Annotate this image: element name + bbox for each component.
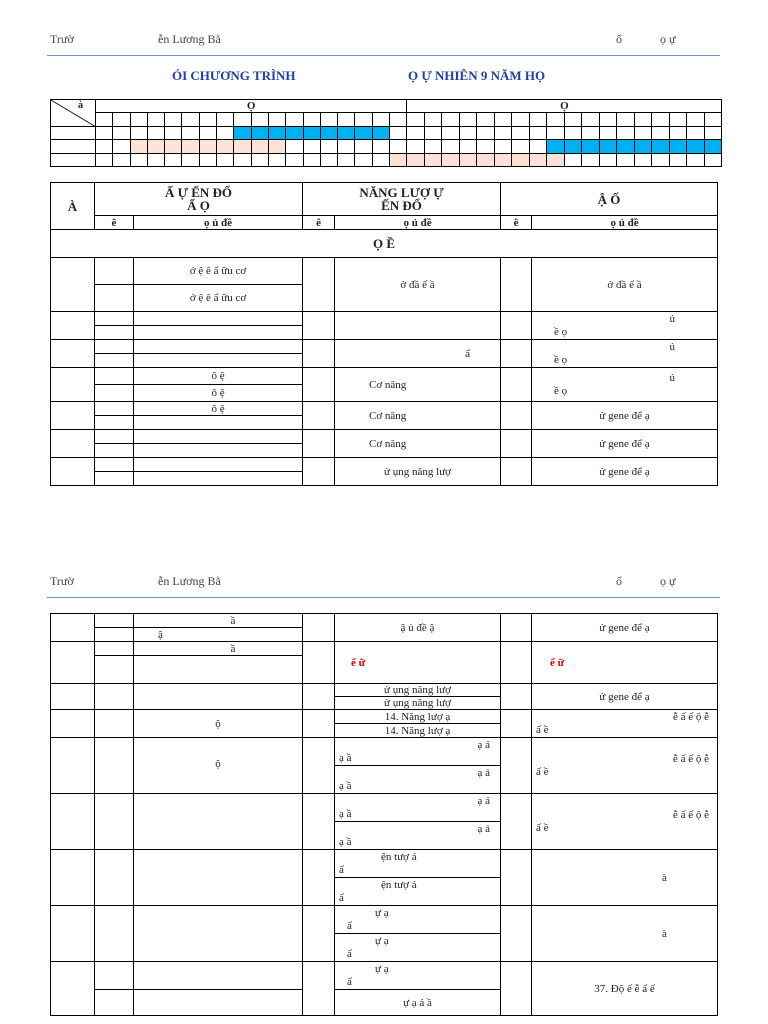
grid-cell	[217, 153, 234, 167]
grid-cell	[494, 113, 512, 127]
grid-cell	[687, 113, 705, 127]
page-header	[50, 574, 720, 594]
grid-cell	[217, 113, 234, 127]
week-header: À	[51, 183, 95, 230]
grid-cell	[617, 153, 635, 167]
table-row	[51, 258, 718, 285]
grid-cell	[547, 126, 565, 140]
grid-cell	[355, 140, 372, 154]
teacher-name: ễn Lương Bằ	[158, 32, 221, 46]
grid-cell	[652, 140, 670, 154]
bio-topic: à	[532, 850, 718, 906]
section-title: Ọ Ề	[51, 230, 718, 258]
energy-topic: ạ ả ạ ầ	[335, 822, 501, 850]
grid-cell	[251, 126, 268, 140]
grid-cell	[547, 153, 565, 167]
bio-topic: ủ ề ọ	[532, 312, 718, 340]
grid-row	[51, 126, 722, 140]
grid-cell	[234, 153, 251, 167]
grid-cell	[251, 153, 268, 167]
grid-row-label	[51, 153, 96, 167]
grid-cell	[617, 126, 635, 140]
chem-topic: ớ ệ ê ẩ ữu cơ	[134, 258, 303, 285]
table-row	[51, 430, 718, 444]
grid-cell	[113, 113, 130, 127]
grid-cell	[338, 126, 355, 140]
teacher-name: ễn Lương Bằ	[158, 574, 221, 588]
grid-header-row	[51, 100, 722, 113]
grid-cell	[477, 126, 495, 140]
energy-topic: ậ ủ đề ậ	[335, 614, 501, 642]
energy-topic: ử ụng năng lượ	[335, 697, 501, 710]
grid-cell	[199, 153, 216, 167]
bio-topic: à	[532, 906, 718, 962]
grid-cell	[390, 113, 407, 127]
table-row	[51, 458, 718, 472]
grid-cell	[390, 153, 407, 167]
grid-cell	[494, 126, 512, 140]
grid-cell	[113, 153, 130, 167]
grid-cell	[113, 140, 130, 154]
grid-cell	[669, 153, 687, 167]
grid-cell	[147, 126, 164, 140]
chem-topic: ớ ệ ê ẩ ữu cơ	[134, 285, 303, 312]
grid-cell	[459, 140, 477, 154]
header-rule	[47, 55, 720, 56]
sub-topic: ọ ủ đề	[532, 216, 718, 230]
grid-cell	[424, 140, 442, 154]
energy-topic: Cơ năng	[335, 368, 501, 402]
group-label: ổ	[616, 32, 622, 46]
grid-cell	[303, 153, 320, 167]
grid-cell	[390, 140, 407, 154]
grid-cell	[130, 126, 147, 140]
grid-cell	[687, 126, 705, 140]
grid-cell	[617, 140, 635, 154]
grid-cell	[407, 153, 425, 167]
bio-topic: ễ ấ ế ộ ễ ấ ề	[532, 710, 718, 738]
table-row	[51, 906, 718, 934]
grid-cell	[338, 113, 355, 127]
bio-topic: ử gene để ạ	[532, 402, 718, 430]
section-row	[51, 230, 718, 258]
grid-cell	[390, 126, 407, 140]
grid-cell	[582, 140, 600, 154]
grid-cell	[355, 113, 372, 127]
grid-row	[51, 113, 722, 127]
grid-cell	[424, 126, 442, 140]
energy-topic: ự ạ ả ầ	[335, 990, 501, 1016]
group-label: ổ	[616, 574, 622, 588]
grid-cell	[303, 126, 320, 140]
grid-cell	[165, 140, 182, 154]
school-label: Trườ	[50, 32, 74, 46]
table-subhead-row	[51, 216, 718, 230]
grid-cell	[564, 140, 582, 154]
sub-topic: ọ ủ đề	[335, 216, 501, 230]
grid-cell	[582, 153, 600, 167]
grid-corner: à	[51, 100, 96, 127]
grid-cell	[477, 153, 495, 167]
grid-cell	[407, 126, 425, 140]
chem-topic: ô ệ	[134, 402, 303, 416]
energy-topic: ự ạ ấ	[335, 934, 501, 962]
bio-topic: ể ữ	[532, 642, 718, 684]
grid-cell	[320, 153, 337, 167]
grid-cell	[372, 126, 389, 140]
grid-cell	[669, 113, 687, 127]
grid-cell	[704, 140, 722, 154]
sub-e: ê	[95, 216, 134, 230]
table-row	[51, 738, 718, 766]
table-row	[51, 642, 718, 656]
grid-cell	[268, 113, 285, 127]
table-row	[51, 340, 718, 354]
sub-topic: ọ ủ đề	[134, 216, 303, 230]
grid-cell	[512, 126, 530, 140]
grid-cell	[564, 153, 582, 167]
schedule-grid	[50, 99, 722, 167]
bio-topic: ễ ấ ế ộ ễ ấ ề	[532, 738, 718, 794]
energy-topic: ể ữ	[335, 642, 501, 684]
chem-header: Ấ Ự ẾN ĐỔ Ấ Ọ	[95, 183, 303, 216]
grid-cell	[634, 126, 652, 140]
grid-row-label	[51, 140, 96, 154]
grid-cell	[286, 113, 303, 127]
grid-cell	[529, 126, 547, 140]
energy-topic: ạ ả ạ ầ	[335, 794, 501, 822]
chem-topic: ô ệ	[134, 368, 303, 385]
grid-cell	[599, 126, 617, 140]
grid-cell	[599, 140, 617, 154]
grid-cell	[96, 153, 113, 167]
grid-cell	[320, 113, 337, 127]
grid-cell	[407, 140, 425, 154]
grid-cell	[687, 140, 705, 154]
grid-cell	[303, 113, 320, 127]
energy-topic: 14. Năng lượ ạ	[335, 710, 501, 724]
grid-cell	[113, 126, 130, 140]
grid-cell	[251, 140, 268, 154]
grid-cell	[477, 140, 495, 154]
grid-cell	[652, 153, 670, 167]
subject-label: ọ ự	[660, 32, 676, 46]
grid-cell	[652, 126, 670, 140]
grid-cell	[459, 153, 477, 167]
grid-cell	[512, 140, 530, 154]
grid-cell	[599, 153, 617, 167]
grid-cell	[147, 140, 164, 154]
energy-topic: ện tượ ả ấ	[335, 850, 501, 878]
grid-cell	[303, 140, 320, 154]
grid-cell	[338, 153, 355, 167]
grid-cell	[199, 140, 216, 154]
bio-topic: ử gene để ạ	[532, 684, 718, 710]
grid-cell	[217, 126, 234, 140]
energy-topic	[335, 312, 501, 340]
grid-row	[51, 140, 722, 154]
grid-cell	[372, 140, 389, 154]
subject-label: ọ ự	[660, 574, 676, 588]
grid-cell	[147, 113, 164, 127]
table-row	[51, 794, 718, 822]
grid-cell	[529, 153, 547, 167]
table-head-row	[51, 183, 718, 216]
grid-cell	[459, 126, 477, 140]
grid-cell	[96, 113, 113, 127]
grid-cell	[582, 113, 600, 127]
program-table	[50, 182, 718, 486]
semester-2-label: Ọ	[407, 100, 722, 113]
grid-cell	[529, 113, 547, 127]
grid-cell	[652, 113, 670, 127]
grid-cell	[199, 113, 216, 127]
grid-cell	[130, 140, 147, 154]
bio-topic: ủ ề ọ	[532, 368, 718, 402]
energy-topic: Cơ năng	[335, 430, 501, 458]
grid-cell	[704, 126, 722, 140]
grid-cell	[442, 113, 460, 127]
grid-cell	[372, 113, 389, 127]
bio-topic: ủ ề ọ	[532, 340, 718, 368]
grid-cell	[599, 113, 617, 127]
energy-topic: Cơ năng	[335, 402, 501, 430]
grid-cell	[634, 140, 652, 154]
doc-title-left: ÓI CHƯƠNG TRÌNH	[172, 68, 296, 83]
grid-cell	[147, 153, 164, 167]
grid-cell	[234, 113, 251, 127]
grid-cell	[182, 113, 199, 127]
grid-cell	[617, 113, 635, 127]
grid-cell	[286, 126, 303, 140]
energy-topic: ở đầ ế ầ	[335, 258, 501, 312]
grid-cell	[251, 113, 268, 127]
grid-cell	[407, 113, 425, 127]
grid-cell	[217, 140, 234, 154]
energy-topic: ạ ả ạ ầ	[335, 766, 501, 794]
grid-cell	[165, 153, 182, 167]
chem-topic: ô ệ	[134, 385, 303, 402]
header-rule	[47, 597, 720, 598]
table-row	[51, 684, 718, 697]
grid-cell	[547, 113, 565, 127]
table-row	[51, 368, 718, 385]
grid-cell	[234, 140, 251, 154]
grid-cell	[320, 140, 337, 154]
bio-topic: 37. Độ ế ễ ấ ế	[532, 962, 718, 1016]
table-row	[51, 710, 718, 724]
semester-1-label: Ọ	[96, 100, 407, 113]
grid-cell	[634, 153, 652, 167]
grid-cell	[286, 153, 303, 167]
grid-cell	[355, 126, 372, 140]
grid-cell	[338, 140, 355, 154]
bio-topic: ở đầ ế ầ	[532, 258, 718, 312]
energy-topic: ự ạ ấ	[335, 906, 501, 934]
grid-cell	[199, 126, 216, 140]
energy-header: NĂNG LƯỢ Ự ẾN ĐỔ	[303, 183, 501, 216]
grid-cell	[130, 153, 147, 167]
energy-topic: ử ụng năng lượ	[335, 458, 501, 486]
energy-topic: 14. Năng lượ ạ	[335, 724, 501, 738]
grid-cell	[669, 140, 687, 154]
grid-cell	[182, 140, 199, 154]
grid-cell	[268, 140, 285, 154]
grid-cell	[512, 113, 530, 127]
energy-topic: ấ	[335, 340, 501, 368]
page-header	[50, 32, 720, 52]
table-row	[51, 402, 718, 416]
grid-cell	[286, 140, 303, 154]
chem-topic: ộ	[134, 738, 303, 794]
bio-topic: ử gene để ạ	[532, 458, 718, 486]
grid-cell	[268, 153, 285, 167]
grid-cell	[165, 126, 182, 140]
bio-topic: ử gene để ạ	[532, 614, 718, 642]
grid-cell	[547, 140, 565, 154]
chem-topic: ầ	[134, 614, 303, 628]
grid-cell	[494, 153, 512, 167]
bio-header: Ậ Ố	[501, 183, 718, 216]
sub-e: ê	[303, 216, 335, 230]
grid-cell	[704, 113, 722, 127]
grid-cell	[130, 113, 147, 127]
grid-cell	[634, 113, 652, 127]
table-row	[51, 614, 718, 628]
grid-cell	[459, 113, 477, 127]
energy-topic: ạ ả ạ ầ	[335, 738, 501, 766]
grid-cell	[424, 113, 442, 127]
energy-topic: ện tượ ả ấ	[335, 878, 501, 906]
grid-cell	[512, 153, 530, 167]
grid-cell	[424, 153, 442, 167]
grid-cell	[165, 113, 182, 127]
chem-topic: ậ	[134, 628, 303, 642]
energy-topic: ự ạ ấ	[335, 962, 501, 990]
grid-row	[51, 153, 722, 167]
bio-topic: ử gene để ạ	[532, 430, 718, 458]
grid-cell	[704, 153, 722, 167]
energy-topic: ử ụng năng lượ	[335, 684, 501, 697]
grid-row-label	[51, 126, 96, 140]
grid-cell	[529, 140, 547, 154]
grid-cell	[494, 140, 512, 154]
table-row	[51, 962, 718, 990]
program-table-continued	[50, 613, 718, 1016]
chem-topic: ầ	[134, 642, 303, 656]
grid-cell	[182, 153, 199, 167]
table-row	[51, 312, 718, 326]
grid-cell	[372, 153, 389, 167]
grid-cell	[564, 126, 582, 140]
diagonal-line-icon	[51, 100, 96, 126]
grid-cell	[320, 126, 337, 140]
grid-cell	[442, 126, 460, 140]
table-row	[51, 850, 718, 878]
grid-cell	[442, 153, 460, 167]
grid-cell	[582, 126, 600, 140]
bio-topic: ễ ấ ế ộ ễ ấ ề	[532, 794, 718, 850]
school-label: Trườ	[50, 574, 74, 588]
grid-cell	[182, 126, 199, 140]
sub-e: ê	[501, 216, 532, 230]
grid-cell	[477, 113, 495, 127]
grid-cell	[687, 153, 705, 167]
doc-title-right: Ọ Ự NHIÊN 9 NĂM HỌ	[408, 68, 546, 83]
grid-cell	[268, 126, 285, 140]
grid-cell	[355, 153, 372, 167]
grid-cell	[442, 140, 460, 154]
chem-topic: ộ	[134, 710, 303, 738]
grid-cell	[669, 126, 687, 140]
grid-cell	[96, 140, 113, 154]
grid-cell	[564, 113, 582, 127]
grid-cell	[96, 126, 113, 140]
grid-cell	[234, 126, 251, 140]
